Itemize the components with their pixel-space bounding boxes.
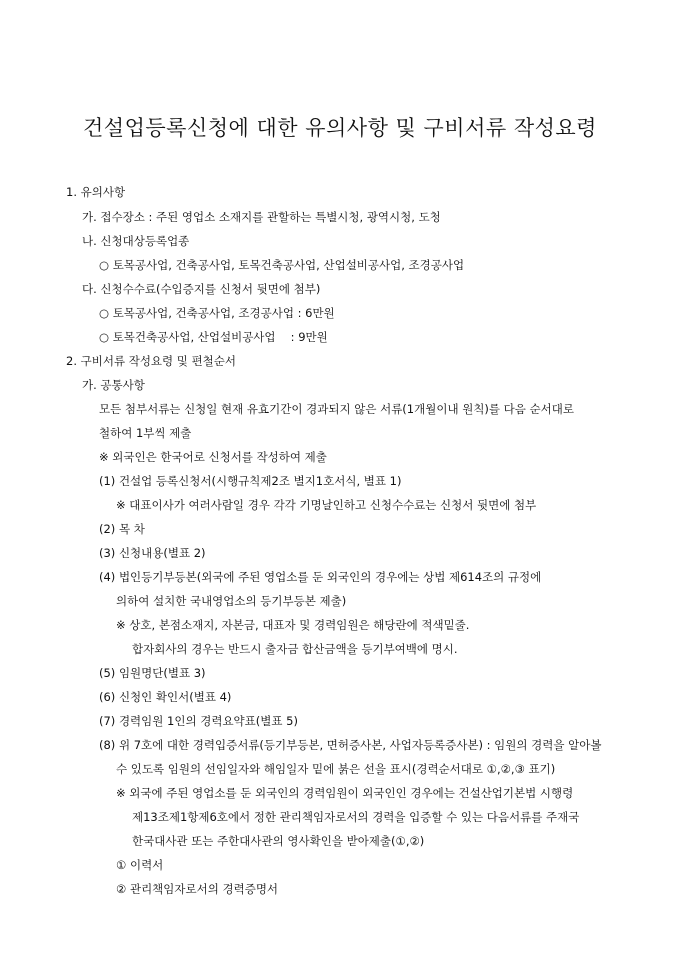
doc-8-note-1: ※ 외국에 주된 영업소를 둔 외국인의 경력임원이 외국인인 경우에는 건설산업기본법 시행령 [116, 786, 574, 800]
doc-8-item-resume: ① 이력서 [116, 858, 164, 872]
doc-6-confirmation: (6) 신청인 확인서(별표 4) [99, 690, 232, 704]
doc-4-registry: (4) 법인등기부등본(외국에 주된 영업소를 둔 외국인의 경우에는 상법 제614조의 규정에 [99, 570, 542, 584]
item-na-target-types: 나. 신청대상등록업종 [82, 234, 190, 248]
fee-line-1: ○ 토목공사업, 건축공사업, 조경공사업 : 6만원 [99, 306, 335, 320]
item-ga-reception: 가. 접수장소 : 주된 영업소 소재지를 관할하는 특별시청, 광역시청, 도청 [82, 210, 441, 224]
doc-8-career-proof-cont: 수 있도록 임원의 선임일자와 해임일자 밑에 붉은 선을 표시(경력순서대로 ①,②,③ 표기) [116, 762, 556, 776]
target-types-list: ○ 토목공사업, 건축공사업, 토목건축공사업, 산업설비공사업, 조경공사업 [99, 258, 465, 272]
doc-2-toc: (2) 목 차 [99, 522, 145, 536]
document-title: 건설업등록신청에 대한 유의사항 및 구비서류 작성요령 [83, 116, 597, 140]
section-2-heading: 2. 구비서류 작성요령 및 편철순서 [66, 354, 237, 368]
item-ga-common: 가. 공통사항 [82, 378, 145, 392]
doc-8-note-2: 제13조제1항제6호에서 정한 관리책임자로서의 경력을 입증할 수 있는 다음서류를 주재국 [132, 810, 580, 824]
common-text-2: 철하여 1부씩 제출 [99, 426, 192, 440]
common-note-foreigner: ※ 외국인은 한국어로 신청서를 작성하여 제출 [99, 450, 327, 464]
doc-4-note-2: 합자회사의 경우는 반드시 출자금 합산금액을 등기부여백에 명시. [132, 642, 458, 656]
doc-7-career-summary: (7) 경력임원 1인의 경력요약표(별표 5) [99, 714, 298, 728]
common-text-1: 모든 첨부서류는 신청일 현재 유효기간이 경과되지 않은 서류(1개월이내 원칙)를 다음 순서대로 [99, 402, 574, 416]
doc-5-officers: (5) 임원명단(별표 3) [99, 666, 206, 680]
doc-1-application: (1) 건설업 등록신청서(시행규칙제2조 별지1호서식, 별표 1) [99, 474, 402, 488]
section-1-heading: 1. 유의사항 [66, 185, 126, 199]
doc-8-career-proof: (8) 위 7호에 대한 경력입증서류(등기부등본, 면허증사본, 사업자등록증사본) : 임원의 경력을 알아볼 [99, 738, 602, 752]
doc-1-note: ※ 대표이사가 여러사람일 경우 각각 기명날인하고 신청수수료는 신청서 뒷면에 첨부 [116, 498, 537, 512]
doc-3-content: (3) 신청내용(별표 2) [99, 546, 206, 560]
item-da-fee: 다. 신청수수료(수입증지를 신청서 뒷면에 첨부) [82, 282, 321, 296]
doc-4-registry-cont: 의하여 설치한 국내영업소의 등기부등본 제출) [116, 594, 347, 608]
fee-line-2: ○ 토목건축공사업, 산업설비공사업 : 9만원 [99, 330, 328, 344]
doc-4-note-1: ※ 상호, 본점소재지, 자본금, 대표자 및 경력임원은 해당란에 적색밑줄. [116, 618, 470, 632]
doc-8-item-certificate: ② 관리책임자로서의 경력증명서 [116, 882, 279, 896]
doc-8-note-3: 한국대사관 또는 주한대사관의 영사확인을 받아제출(①,②) [132, 834, 425, 848]
